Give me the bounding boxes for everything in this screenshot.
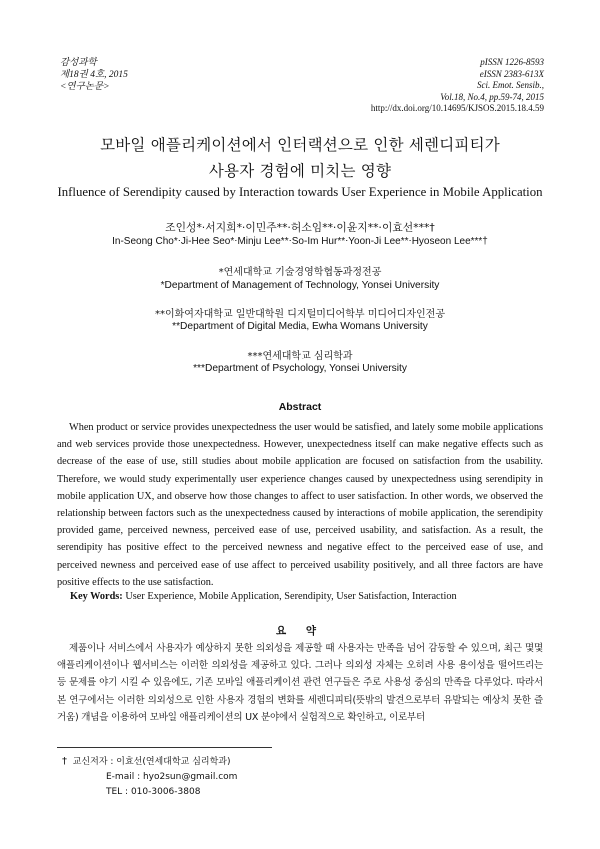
- eissn: eISSN 2383-613X: [479, 68, 544, 79]
- authors-en: In-Seong Cho*⋅Ji-Hee Seo*⋅Minju Lee**⋅So-Im Hur**⋅Yoon-Ji Lee**⋅Hyoseon Lee***†: [112, 236, 488, 247]
- volume-ko: 제18권 4호, 2015: [60, 70, 128, 80]
- dagger-icon: †: [62, 756, 67, 767]
- title-en: Influence of Serendipity caused by Interaction towards User Experience in Mobile Application: [57, 185, 543, 199]
- keywords-label: Key Words:: [70, 591, 123, 602]
- pissn: pISSN 1226-8593: [480, 57, 544, 67]
- abstract-heading: Abstract: [278, 401, 322, 413]
- footnote-email: E-mail : hyo2sun@gmail.com: [106, 772, 238, 782]
- korean-summary-heading: 요 약: [276, 625, 324, 637]
- affiliation-1-ko: *연세대학교 기술경영학협동과정전공: [218, 267, 382, 278]
- title-ko-line2: 사용자 경험에 미치는 영향: [208, 162, 392, 180]
- abstract-body: When product or service provides unexpectedness the user would be satisfied, and lately some mobile applications and web services provide those unexpectedness. However, unexpectedness itself can make negative effects such as decrease of the ease of use, still studies about mobile application are focused on satisfaction from the usability. Therefore, we would study experimentally user experience changes caused by unexpectedness using serendipity in mobile application UX, and observe how those changes to affect to user satisfaction. In other words, we observed the relationship between factors such as the unexpectedness caused by interactions of mobile application, the serendipity provided game, perceived newness, perceived ease of use, perceived usability, and satisfaction. As a result, the serendipity has positive effect to the perceived newness and negative effect to the perceived ease of use, and perceived newness and perceived ease of use affect to perceived usability positively, and all three factors are have positive effects to the use satisfaction.: [57, 422, 543, 588]
- affiliation-1-en: *Department of Management of Technology, Yonsei University: [160, 280, 440, 291]
- doi-link[interactable]: http://dx.doi.org/10.14695/KJSOS.2015.18.4.59: [370, 103, 544, 113]
- journal-name-en: Sci. Emot. Sensib.,: [477, 80, 544, 90]
- affiliation-3-ko: ***연세대학교 심리학과: [247, 351, 353, 362]
- keywords: [70, 591, 457, 602]
- article-type: <연구논문>: [60, 82, 110, 92]
- footnote-tel: TEL : 010-3006-3808: [106, 787, 201, 797]
- keywords-text: User Experience, Mobile Application, Serendipity, User Satisfaction, Interaction: [125, 591, 457, 602]
- korean-summary-body: 제품이나 서비스에서 사용자가 예상하지 못한 의외성을 제공할 때 사용자는 만족을 넘어 감동할 수 있으며, 최근 몇몇 애플리케이션이나 웹서비스는 이러한 의외성을 제공하고 있다. 그러나 의외성 자체는 오히려 사용 용이성을 떨어뜨리는 등 문제를 야기 시킬 수 있음에도, 기존 모바일 애플리케이션 관련 연구들은 주로 사용성 중심의 만족을 다루었다. 따라서 본 연구에서는 이러한 의외성으로 인한 사용자 경험의 변화를 세렌디피티(뜻밖의 발견으로부터 유발되는 예상치 못한 즐거움) 개념을 이용하여 모바일 애플리케이션의 UX 분야에서 실험적으로 확인하고, 이로부터: [57, 643, 543, 723]
- corresponding-author: 교신저자 : 이효선(연세대학교 심리학과): [72, 757, 231, 767]
- footnote-divider: [57, 747, 272, 748]
- authors-ko: 조인성*⋅서지희*⋅이민주**⋅허소임**⋅이윤지**⋅이효선***†: [165, 221, 435, 234]
- affiliation-2-ko: **이화여자대학교 일반대학원 디지털미디어학부 미디어디자인전공: [154, 309, 446, 320]
- volume-en: Vol.18, No.4, pp.59-74, 2015: [440, 91, 544, 102]
- journal-header-right: [371, 57, 544, 115]
- journal-name-ko: 감성과학: [60, 58, 97, 68]
- footnote: [62, 754, 237, 800]
- title-ko-line1: 모바일 애플리케이션에서 인터랙션으로 인한 세렌디피티가: [100, 136, 500, 154]
- affiliation-3-en: ***Department of Psychology, Yonsei University: [193, 363, 407, 374]
- journal-header-left: [60, 57, 128, 93]
- affiliation-2-en: **Department of Digital Media, Ewha Womans University: [172, 321, 428, 332]
